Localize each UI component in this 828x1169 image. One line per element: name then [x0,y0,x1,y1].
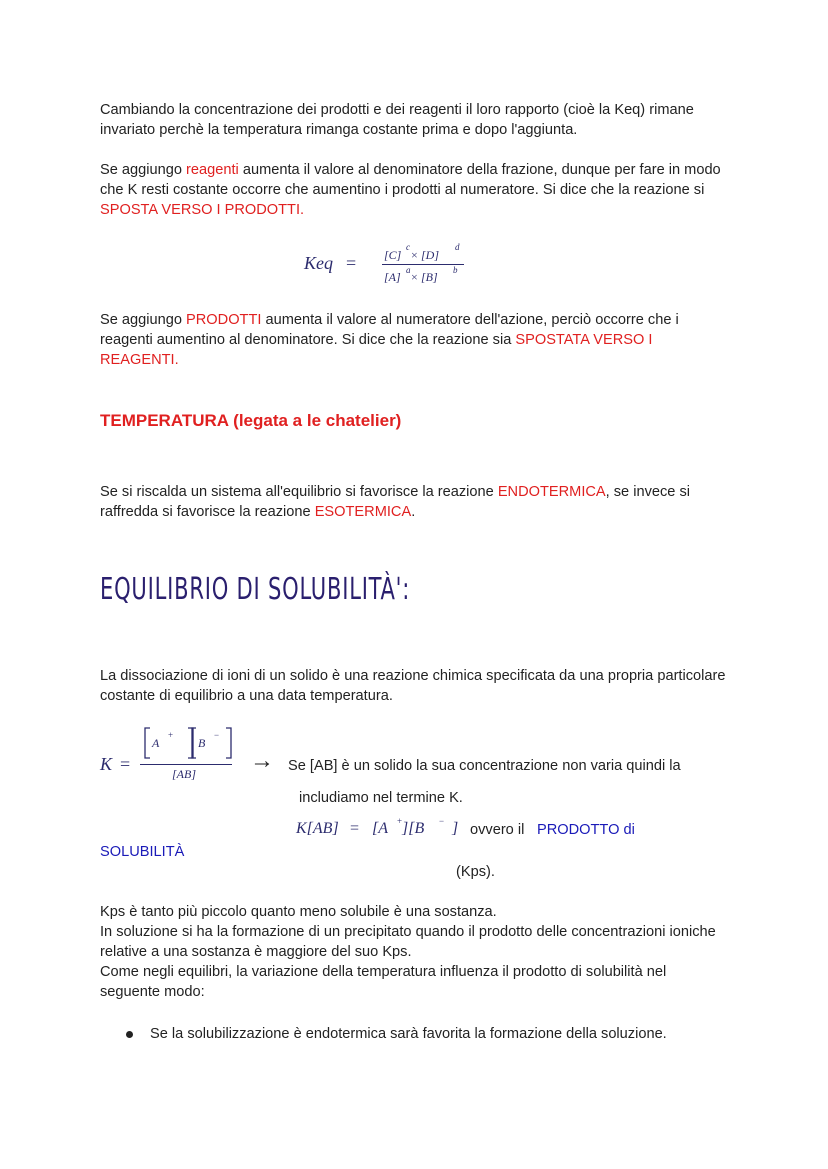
note-include-k: includiamo nel termine K. [299,790,463,806]
paragraph-dissociation: La dissociazione di ioni di un solido è una reazione chimica specificata da una propria particolare costante di equilibrio a una data temperatura. [100,668,726,704]
highlight-sposta-prodotti: SPOSTA VERSO I PRODOTTI. [100,202,305,218]
exp-b: b [453,265,458,275]
times-num: × [411,248,418,262]
kab-lhs: K[AB] [296,820,339,837]
kab-minus: − [439,816,445,826]
text: Se si riscalda un sistema all'equilibrio si favorisce la reazione [100,484,498,500]
ion-a: A [152,736,160,750]
k-equals: = [120,754,131,774]
kab-a: [A [372,820,388,837]
kab-plus: + [397,816,403,826]
highlight-spostata-reagenti: SPOSTATA VERSO I REAGENTI. [100,332,653,368]
heading-temperatura: TEMPERATURA (legata a le chatelier) [100,411,402,430]
text: Se aggiungo [100,312,187,328]
paragraph-temperature [100,482,730,522]
highlight-reagenti: reagenti [186,162,239,178]
conc-d: [D] [421,248,440,262]
text: , se invece si raffredda si favorisce la reazione [100,484,691,520]
kab-mid: ][B [402,820,425,837]
highlight-prodotto: PRODOTTO di [537,822,635,838]
kab-formula [294,816,654,844]
fraction-bar [382,264,464,265]
k-denominator: [AB] [172,767,196,781]
paragraph-equilibrium-ratio: Cambiando la concentrazione dei prodotti e dei reagenti il loro rapporto (cioè la Keq) rimane invariato perchè la temperatura rimanga costante prima e dopo l'aggiunta. [100,102,694,138]
highlight-solubilita: SOLUBILITÀ [100,844,185,860]
text-ovvero: ovvero il [470,822,525,838]
keq-formula [300,240,480,290]
k-lhs: K [100,754,113,774]
text-kps: (Kps). [456,864,495,880]
keq-lhs: Keq [304,253,333,273]
text: Se aggiungo [100,162,187,178]
keq-equals: = [346,253,357,273]
kps-line-2: In soluzione si ha la formazione di un precipitato quando il prodotto delle concentrazioni ioniche relative a una sostanza è maggiore del suo Kps. [100,924,716,960]
note-solid-concentration: Se [AB] è un solido la sua concentrazione non varia quindi la [288,758,681,774]
conc-b: [B] [421,270,438,284]
highlight-endotermica: ENDOTERMICA [497,484,606,500]
conc-c: [C] [384,248,402,262]
exp-c: c [406,242,410,252]
arrow-icon: → [250,748,274,774]
heading-equilibrio-solubilita: EQUILIBRIO DI SOLUBILITÀ': [100,572,411,607]
plus-sign: + [168,730,174,740]
kab-equals: = [350,820,360,837]
kab-end: ] [452,820,459,837]
text: . [411,504,416,520]
highlight-esotermica: ESOTERMICA [314,504,412,520]
kps-line-1: Kps è tanto più piccolo quanto meno solubile è una sostanza. [100,904,497,920]
exp-a: a [406,265,411,275]
paragraph-add-reagents [100,160,730,220]
bullet-icon [126,1031,133,1038]
minus-sign: − [214,730,220,740]
paragraph-add-products [100,310,730,370]
kps-line-3: Come negli equilibri, la variazione della temperatura influenza il prodotto di solubilità nel seguente modo: [100,964,667,1000]
text: aumenta il valore al denominatore della frazione, dunque per fare in modo che K resti costante occorre che aumentino i prodotti al numeratore. Si dice che la reazione si [100,162,721,198]
fraction-bar [140,764,232,765]
conc-a: [A] [384,270,401,284]
paragraph-kps [100,902,720,1002]
times-den: × [411,270,418,284]
bullet-text: Se la solubilizzazione è endotermica sarà favorita la formazione della soluzione. [150,1026,667,1042]
exp-d: d [455,242,460,252]
highlight-prodotti: PRODOTTI [186,312,262,328]
ion-b: B [198,736,206,750]
text: aumenta il valore al numeratore dell'azione, perciò occorre che i reagenti aumentino al denominatore. Si dice che la reazione sia [100,312,679,348]
